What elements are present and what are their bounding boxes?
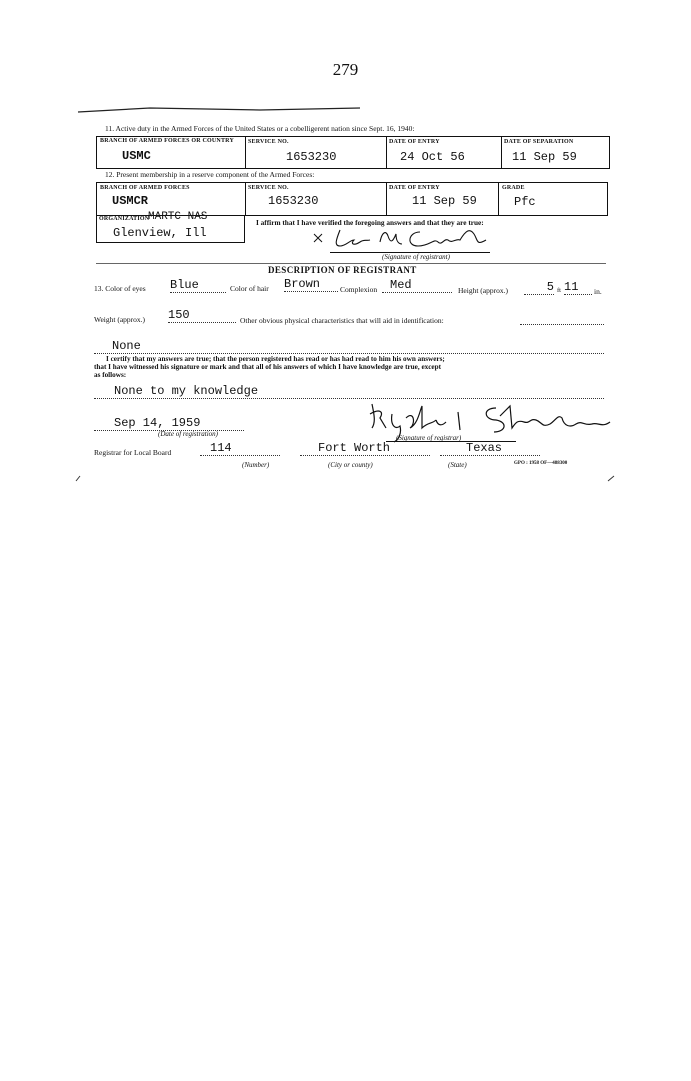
registrant-signature-caption: (Signature of registrant) bbox=[382, 253, 450, 261]
city-value: Fort Worth bbox=[300, 441, 430, 456]
section-12-label: 12. Present membership in a reserve component of the Armed Forces: bbox=[105, 170, 315, 179]
exceptions-value: None to my knowledge bbox=[94, 384, 604, 399]
certify-line-2: that I have witnessed his signature or mark and that all of his answers of which I have knowledge are true, except bbox=[94, 363, 442, 371]
organization-line-2: Glenview, Ill bbox=[113, 226, 207, 240]
state-caption: (State) bbox=[448, 461, 467, 469]
board-number-value: 114 bbox=[200, 441, 280, 456]
registrar-signature-caption: (Signature of registrar) bbox=[396, 434, 462, 442]
date-entry-value-12: 11 Sep 59 bbox=[412, 194, 477, 208]
complexion-label: Complexion bbox=[340, 285, 378, 294]
organization-line-1: MARTC NAS bbox=[148, 211, 208, 223]
organization-header: ORGANIZATION bbox=[99, 216, 150, 222]
registration-date-value: Sep 14, 1959 bbox=[94, 416, 244, 431]
service-no-header-11: SERVICE NO. bbox=[248, 139, 289, 145]
grade-header-12: GRADE bbox=[502, 185, 525, 191]
grade-value-12: Pfc bbox=[514, 195, 536, 209]
city-caption: (City or county) bbox=[328, 461, 373, 469]
date-entry-header-12: DATE OF ENTRY bbox=[389, 185, 440, 191]
registrant-signature bbox=[310, 226, 510, 252]
description-heading: DESCRIPTION OF REGISTRANT bbox=[268, 265, 417, 275]
service-no-value-12: 1653230 bbox=[268, 194, 319, 208]
branch-header-11: BRANCH OF ARMED FORCES OR COUNTRY bbox=[100, 138, 235, 144]
divider bbox=[96, 263, 606, 264]
weight-label: Weight (approx.) bbox=[94, 315, 146, 324]
certify-line-3: as follows: bbox=[94, 371, 127, 379]
eyes-label: 13. Color of eyes bbox=[94, 284, 146, 293]
certify-line-1: I certify that my answers are true; that the person registered has read or has had read to him his own answers; bbox=[106, 355, 445, 363]
other-characteristics-value: None bbox=[94, 339, 604, 354]
gpo-imprint: GPO : 1958 OF—488300 bbox=[514, 461, 568, 466]
other-characteristics-label: Other obvious physical characteristics that will aid in identification: bbox=[240, 316, 444, 325]
weight-value: 150 bbox=[168, 308, 236, 323]
date-entry-header-11: DATE OF ENTRY bbox=[389, 139, 440, 145]
branch-value-12: USMCR bbox=[112, 194, 149, 208]
other-characteristics-line bbox=[520, 324, 604, 325]
page-number: 279 bbox=[332, 60, 359, 79]
date-sep-value-11: 11 Sep 59 bbox=[512, 150, 577, 164]
branch-header-12: BRANCH OF ARMED FORCES bbox=[100, 185, 190, 191]
affirm-text: I affirm that I have verified the foregoing answers and that they are true: bbox=[256, 218, 484, 227]
number-caption: (Number) bbox=[242, 461, 270, 469]
feet-label: ft bbox=[557, 287, 561, 294]
service-no-value-11: 1653230 bbox=[286, 150, 337, 164]
local-board-label: Registrar for Local Board bbox=[94, 448, 172, 457]
height-inches-value: 11 bbox=[564, 280, 592, 295]
hair-label: Color of hair bbox=[230, 284, 269, 293]
state-value: Texas bbox=[440, 441, 540, 456]
date-sep-header-11: DATE OF SEPARATION bbox=[504, 139, 574, 145]
inches-label: in. bbox=[594, 287, 602, 296]
section-11-label: 11. Active duty in the Armed Forces of the United States or a cobelligerent nation since Sept. 16, 1940: bbox=[105, 124, 415, 133]
service-no-header-12: SERVICE NO. bbox=[248, 185, 289, 191]
branch-value-11: USMC bbox=[122, 149, 151, 163]
height-feet-value: 5 bbox=[524, 280, 554, 295]
height-label: Height (approx.) bbox=[458, 286, 508, 295]
hair-value: Brown bbox=[284, 277, 338, 292]
registration-date-caption: (Date of registration) bbox=[158, 430, 219, 438]
eyes-value: Blue bbox=[170, 278, 226, 293]
complexion-value: Med bbox=[382, 278, 452, 293]
date-entry-value-11: 24 Oct 56 bbox=[400, 150, 465, 164]
